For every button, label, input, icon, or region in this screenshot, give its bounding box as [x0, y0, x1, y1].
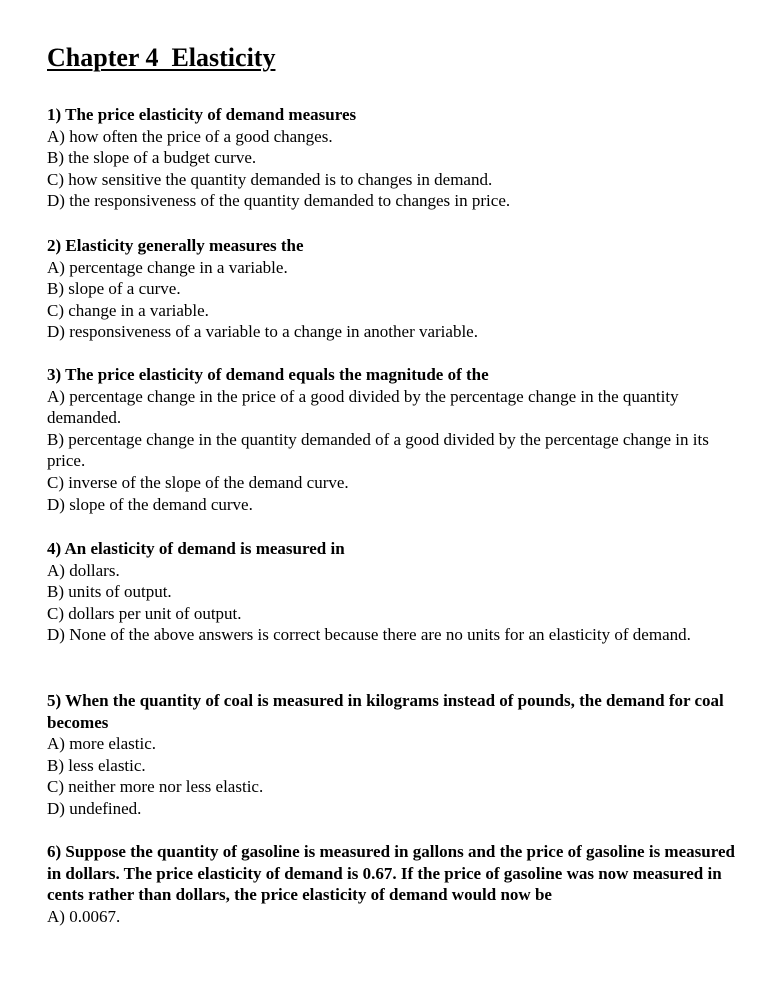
- answer-option-a: A) more elastic.: [47, 734, 157, 754]
- answer-option-d: D) responsiveness of a variable to a change in another variable.: [47, 322, 478, 342]
- answer-option-b: B) the slope of a budget curve.: [47, 148, 257, 168]
- question-1: [47, 104, 737, 212]
- answer-option-b: B) units of output.: [47, 582, 172, 602]
- answer-option-a: A) percentage change in a variable.: [47, 257, 288, 277]
- answer-option-c: C) neither more nor less elastic.: [47, 777, 264, 797]
- answer-option-c: C) change in a variable.: [47, 300, 209, 320]
- answer-option-a: A) percentage change in the price of a good divided by the percentage change in the quantity demanded.: [47, 386, 679, 428]
- question-stem: 5) When the quantity of coal is measured in kilograms instead of pounds, the demand for coal becomes: [47, 691, 724, 732]
- answer-option-b: B) percentage change in the quantity demanded of a good divided by the percentage change in its price.: [47, 429, 709, 471]
- question-stem: 1) The price elasticity of demand measures: [47, 105, 357, 124]
- question-5: [47, 690, 737, 820]
- answer-option-d: D) None of the above answers is correct because there are no units for an elasticity of demand.: [47, 625, 691, 645]
- answer-option-b: B) slope of a curve.: [47, 279, 181, 299]
- question-stem: 6) Suppose the quantity of gasoline is measured in gallons and the price of gasoline is measured in dollars. The price elasticity of demand is 0.67. If the price of gasoline was now measured in cents rather than dollars, the price elasticity of demand would now be: [47, 842, 735, 905]
- answer-option-a: A) how often the price of a good changes.: [47, 126, 333, 146]
- question-4: [47, 538, 737, 646]
- question-stem: 4) An elasticity of demand is measured in: [47, 539, 345, 558]
- question-stem: 3) The price elasticity of demand equals the magnitude of the: [47, 365, 489, 384]
- answer-option-d: D) slope of the demand curve.: [47, 494, 253, 514]
- answer-option-c: C) inverse of the slope of the demand curve.: [47, 472, 349, 492]
- answer-option-c: C) dollars per unit of output.: [47, 603, 242, 623]
- answer-option-d: D) undefined.: [47, 798, 142, 818]
- answer-option-b: B) less elastic.: [47, 755, 146, 775]
- answer-option-a: A) dollars.: [47, 560, 120, 580]
- chapter-title: Chapter 4 Elasticity: [47, 43, 276, 72]
- question-stem: 2) Elasticity generally measures the: [47, 236, 304, 255]
- question-2: [47, 235, 737, 343]
- question-6: [47, 841, 737, 927]
- answer-option-a: A) 0.0067.: [47, 906, 121, 926]
- question-3: [47, 364, 737, 515]
- answer-option-c: C) how sensitive the quantity demanded is to changes in demand.: [47, 169, 493, 189]
- answer-option-d: D) the responsiveness of the quantity demanded to changes in price.: [47, 191, 511, 211]
